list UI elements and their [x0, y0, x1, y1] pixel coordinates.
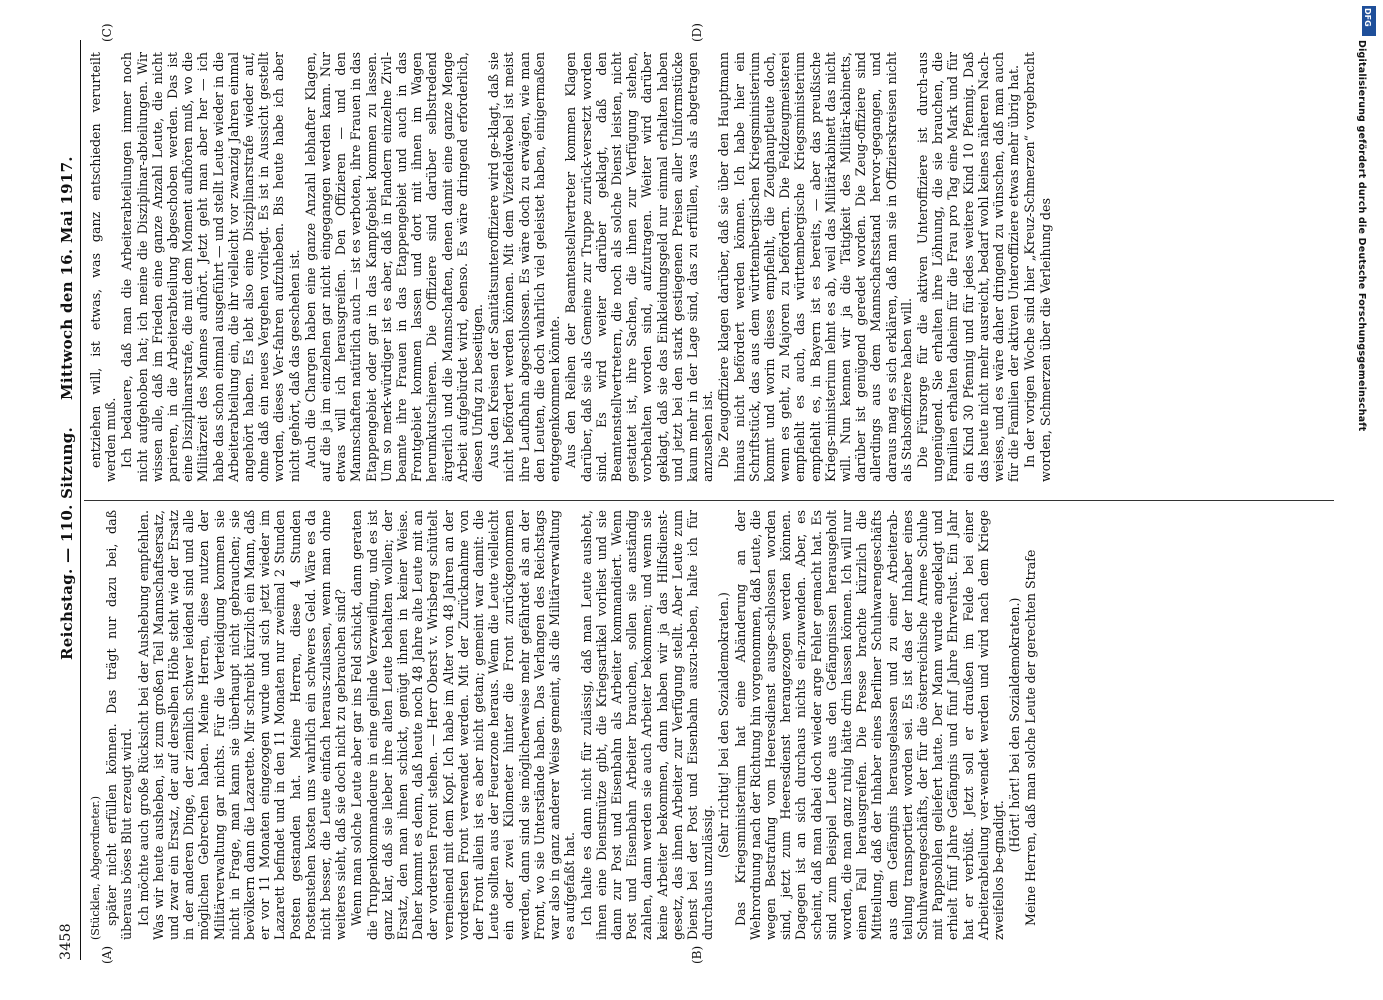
paragraph: Ich bedauere, daß man die Arbeiterabteilungen immer noch nicht aufgehoben hat; ich meine die Disziplinar-abteilungen. Wir wissen alle, daß im Frieden eine ganze Anzahl Leute, die nicht parieren, in die Arbeiterabteilung abgeschoben werden. Das ist eine Disziplinarstrafe, die mit dem Moment aufhören muß, wo die Militärzeit des Mannes aufhört. Jetzt geht man aber her — ich habe das schon einmal ausgeführt — und stellt Leute wieder in die Arbeiterabteilung ein, die ihr vielleicht vor zwanzig Jahren einmal angehört haben. Es lebt also eine Disziplinarstrafe wieder auf, ohne daß ein neues Vergehen vorliegt. Es ist in Aussicht gestellt worden, dieses Ver-fahren aufzuheben. Bis heute habe ich aber nicht gehört, daß das geschehen ist.: [119, 52, 302, 482]
paragraph: Ich halte es dann nicht für zulässig, daß man Leute aushebt, ihnen eine Dienstmütze gibt, die Kriegsartikel vorliest und sie dann zur Post und Eisenbahn als Arbeiter kommandiert. Wenn Post und Eisenbahn Arbeiter brauchen, sollen sie anständig zahlen, dann werden sie auch Arbeiter bekommen; und wenn sie keine Arbeiter bekommen, dann haben wir ja das Hilfsdienst-gesetz, das ihnen Arbeiter zur Verfügung stellt. Aber Leute zum Dienst bei der Post und Eisenbahn auszu-heben, halte ich für durchaus unzulässig.: [578, 510, 716, 940]
margin-marker-d: (D): [690, 23, 704, 42]
paragraph: Meine Herren, daß man solche Leute der gerechten Strafe: [1023, 549, 1039, 926]
paragraph: Auch die Chargen haben eine ganze Anzahl lebhafter Klagen, auf die ja im einzelnen gar nicht eingegangen werden kann. Nur etwas will ich herausgreifen. Den Offizieren — und den Mannschaften natürlich auch — ist es verboten, ihre Frauen in das Etappengebiet oder gar in das Kampfgebiet kommen zu lassen. Um so merk-würdiger ist es aber, daß in Flandern einzelne Zivil-beamte ihre Frauen in das Etappengebiet und auch in das Frontgebiet kommen lassen und dort mit ihnen im Wagen herumkutschieren. Die Offiziere sind darüber selbstredend ärgerlich und die Mannschaften, denen damit eine ganze Menge Arbeit aufgebürdet wird, ebenso. Es wäre dringend erforderlich, diesen Unfug zu beseitigen.: [302, 52, 486, 482]
paragraph: entziehen will, ist etwas, was ganz entschieden verurteilt werden muß.: [88, 52, 119, 482]
running-header: [54, 40, 82, 960]
paragraph: Aus den Kreisen der Sanitätsunteroffiziere wird ge-klagt, daß sie nicht befördert werden können. Mit dem Vizefeldwebel ist meist ihre Laufbahn abgeschlossen. Es wäre doch zu erwägen, wie man den Leuten, die doch wahrlich viel geleistet haben, einigermaßen entgegenkommen könnte.: [486, 52, 563, 482]
dfg-badge-text: DFG: [1363, 8, 1372, 27]
page-number: 3458: [58, 923, 74, 960]
digitization-notice: Digitalisierung gefördert durch die Deutsche Forschungsgemeinschaft: [1356, 40, 1367, 432]
interjection: (Sehr richtig! bei den Sozialdemokraten.): [716, 592, 732, 858]
margin-marker-b: (B): [690, 945, 704, 964]
paragraph: Wenn man solche Leute aber gar ins Feld schickt, dann geraten die Truppenkommandeure in eine gelinde Verzweiflung, und es ist ganz klar, daß sie lieber ihre alten Leute behalten wollen; der Ersatz, den man ihnen schickt, genügt ihnen in keiner Weise. Daher kommt es denn, daß heute noch 48 Jahre alte Leute mit an der vordersten Front stehen. — Herr Oberst v. Wrisberg schüttelt verneinend mit dem Kopf. Ich habe im Alter von 48 Jahren an der vordersten Front verwendet werden. Mit der Zurücknahme von der Front allein ist es aber nicht getan; gemeint war damit: die Leute sollten aus der Feuerzone heraus. Wenn die Leute vielleicht ein oder zwei Kilometer hinter die Front zurückgenommen werden, dann sind sie möglicherweise mehr gefährdet als an der Front, wo sie Unterstände haben. Das Verlangen des Reichstags war also in ganz anderer Weise gemeint, als die Militärverwaltung es aufgefaßt hat.: [349, 510, 578, 940]
rotated-document-page: [40, 10, 1360, 990]
interjection: (Hört! hört! bei den Sozialdemokraten.): [1007, 597, 1023, 853]
paragraph: später nicht erfüllen können. Das trägt nur dazu bei, daß überaus böses Blut erzeugt wird.: [104, 510, 135, 940]
speaker-attribution: (Stücklen, Abgeordneter.): [89, 795, 102, 940]
paragraph: In der vorigen Woche sind hier „Kreuz-Schmerzen“ vorgebracht worden, Schmerzen über die Verleihung des: [1022, 52, 1053, 482]
column-divider: [84, 500, 1334, 501]
left-text-column: [88, 510, 1040, 940]
session-title: Reichstag. — 110. Sitzung.: [58, 426, 76, 660]
paragraph: Ich möchte auch große Rücksicht bei der Aushebung empfehlen. Was wir heute ausheben, ist zum großen Teil Mannschaftsersatz, und zwar ein Ersatz, der auf derselben Höhe steht wie der Ersatz in der anderen Dinge, der ziemlich schwer leidend sind und alle möglichen Gebrechen haben. Meine Herren, diese nutzen der Militärverwaltung gar nichts. Für die Verteidigung kommen sie nicht in Frage, man kann sie überhaupt nicht gebrauchen; sie bevölkern dann die Lazarette. Mir schreibt kürzlich ein Mann, daß er vor 11 Monaten eingezogen wurde und sich jetzt wieder im Lazarett befindet und in den 11 Monaten nur zweimal 2 Stunden Posten gestanden hat. Meine Herren, diese 4 Stunden Postenstehen kosten uns wahrlich ein schweres Geld. Wäre es da nicht besser, die Leute einfach heraus-zulassen, wenn man ohne weiteres sieht, daß sie doch nicht zu gebrauchen sind?: [135, 510, 349, 940]
paragraph: Das Kriegsministerium hat eine Abänderung an der Wehrordnung nach der Richtung hin vorgenommen, daß Leute, die wegen Bestrafung vom Heeresdienst ausge-schlossen worden sind, jetzt zum Heeresdienst herangezogen werden können. Dagegen ist an sich durchaus nichts ein-zuwenden. Aber, es scheint, daß man dabei doch wieder arge Fehler gemacht hat. Es sind zum Beispiel Leute aus den Gefängnissen herausgeholt worden, die man ganz ruhig hätte drin lassen können. Ich will nur einen Fall herausgreifen. Die Presse brachte kürzlich die Mitteilung, daß der Inhaber eines Berliner Schuhwarengeschäfts aus dem Gefängnis herausgelassen und zu einer Arbeiterab-teilung transportiert worden sei. Es ist das der Inhaber eines Schuhwarengeschäfts, der für die österreichische Armee Schuhe mit Pappsohlen geliefert hatte. Der Mann wurde angeklagt und erhielt fünf Jahre Gefängnis und fünf Jahre Ehrverlust. Ein Jahr hat er verbüßt. Jetzt soll er draußen im Felde bei einer Arbeiterabteilung ver-wendet werden und wird nach dem Kriege zweifellos be-gnadigt.: [732, 510, 1006, 940]
margin-marker-c: (C): [100, 23, 114, 42]
paragraph: Aus den Reihen der Beamtenstellvertreter kommen Klagen darüber, daß sie als Gemeine zur Truppe zurück-versetzt worden sind. Es wird weiter darüber geklagt, daß den Beamtenstellvertretern, die noch als solche Dienst leisten, nicht gestattet ist, ihre Sachen, die ihnen zur Verfügung stehen, vorbehalten worden sind, aufzutragen. Weiter wird darüber geklagt, daß sie das Einkleidungsgeld nur einmal erhalten haben und jetzt bei den stark gestiegenen Preisen aller Uniformstücke kaum mehr in der Lage sind, das zu erfüllen, was als abgetragen anzusehen ist.: [563, 52, 716, 482]
header-rule: [80, 40, 81, 960]
session-date: Mittwoch den 16. Mai 1917.: [58, 156, 76, 400]
margin-marker-a: (A): [100, 945, 114, 964]
paragraph: Die Fürsorge für die aktiven Unteroffiziere ist durch-aus ungenügend. Sie erhalten ihre Löhnung, die sie brauchen, die Familien erhalten daheim für die Frau pro Tag eine Mark und für ein Kind 30 Pfennig und für jedes weitere Kind 10 Pfennig. Daß das heute nicht mehr ausreicht, bedarf wohl keines näheren Nach-weises, und es wäre daher dringend zu wünschen, daß man auch für die Familien der aktiven Unteroffiziere etwas mehr übrig hat.: [914, 52, 1022, 482]
dfg-logo-badge: [1362, 6, 1376, 36]
right-text-column: [88, 52, 1054, 482]
paragraph: Die Zeugoffiziere klagen darüber, daß sie über den Hauptmann hinaus nicht befördert werden können. Ich habe hier ein Schriftstück, das aus dem württembergischen Kriegsministerium kommt und worin dieses empfiehlt, die Zeughauptleute doch, wenn es geht, zu Majoren zu befördern. Die Feldzeugmeisterei empfiehlt es auch, das württembergische Kriegsministerium empfiehlt es, in Bayern ist es bereits, — aber das preußische Kriegs-ministerium lehnt es ab, weil das Militärkabinett das nicht will. Nun kennen wir ja die Tätigkeit des Militär-kabinetts, darüber ist genügend geredet worden. Die Zeug-offiziere sind allerdings aus dem Mannschaftsstand hervor-gegangen, und daraus mag es sich erklären, daß man sie in Offizierskreisen nicht als Stabsoffiziere haben will.: [716, 52, 914, 482]
